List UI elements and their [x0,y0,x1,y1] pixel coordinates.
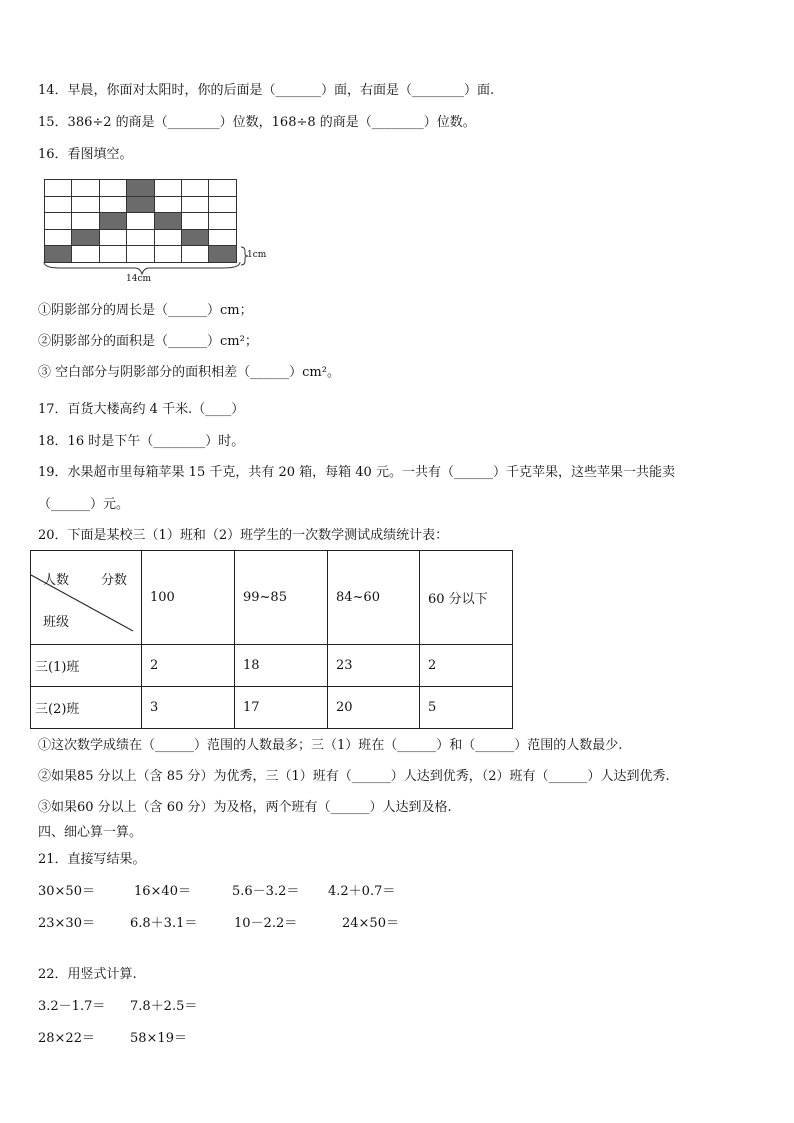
question-19-line2: （______）元。 [38,497,130,512]
blank-cell [45,196,72,213]
question-20-part3: ③如果60 分以上（含 60 分）为及格，两个班有（______）人达到及格. [38,800,452,815]
calc-item: 4.2＋0.7＝ [328,884,396,899]
blank-cell [72,213,99,230]
question-20-part2: ②如果85 分以上（含 85 分）为优秀，三（1）班有（______）人达到优秀，（2）班有（______）人达到优秀. [38,769,670,784]
calc-item: 10－2.2＝ [234,916,298,931]
row-label: 三(2)班 [31,687,142,729]
shaded-cell [127,180,154,197]
blank-cell [99,229,126,246]
table-cell: 23 [328,645,420,687]
calc-item: 5.6－3.2＝ [232,884,300,899]
blank-cell [99,180,126,197]
question-21-stem: 21．直接写结果。 [38,852,146,867]
question-18: 18．16 时是下午（________）时。 [38,434,245,449]
score-table [30,550,513,729]
question-21-row1 [38,883,395,901]
corner-label-score: 分数 [101,573,128,588]
table-cell: 18 [235,645,328,687]
shaded-cell [181,229,208,246]
table-corner-cell [31,551,142,645]
table-cell: 2 [420,645,513,687]
blank-cell [72,180,99,197]
blank-cell [45,213,72,230]
blank-cell [154,196,181,213]
question-22-stem: 22．用竖式计算. [38,967,137,982]
question-22-row2 [38,1030,187,1048]
calc-item: 16×40＝ [134,884,191,899]
header-cell: 99~85 [235,551,328,645]
blank-cell [209,229,236,246]
blank-cell [127,229,154,246]
width-label: 14cm [126,274,152,284]
blank-cell [209,213,236,230]
shaded-grid [44,179,237,263]
question-16-part3: ③ 空白部分与阴影部分的面积相差（______）cm²。 [38,365,340,380]
corner-label-count: 人数 [43,573,70,588]
calc-item: 30×50＝ [38,884,95,899]
calc-item: 6.8＋3.1＝ [130,916,198,931]
shaded-cell [154,213,181,230]
question-21-row2 [38,915,399,933]
question-20-part1: ①这次数学成绩在（______）范围的人数最多；三（1）班在（______）和（______）范围的人数最少. [38,738,623,753]
row-label: 三(1)班 [31,645,142,687]
blank-cell [45,229,72,246]
calc-item: 24×50＝ [342,916,399,931]
question-16-part2: ②阴影部分的面积是（______）cm²； [38,334,258,349]
table-cell: 2 [142,645,235,687]
blank-cell [154,180,181,197]
calc-item: 23×30＝ [38,916,95,931]
table-cell: 17 [235,687,328,729]
blank-cell [181,196,208,213]
blank-cell [99,196,126,213]
shaded-cell [99,213,126,230]
blank-cell [72,196,99,213]
table-cell: 20 [328,687,420,729]
blank-cell [209,180,236,197]
calc-item: 3.2－1.7＝ [38,999,106,1014]
question-22-row1 [38,998,197,1016]
blank-cell [181,213,208,230]
header-cell: 60 分以下 [420,551,513,645]
calc-item: 7.8＋2.5＝ [130,999,198,1014]
question-20-stem: 20．下面是某校三（1）班和（2）班学生的一次数学测试成绩统计表： [38,528,449,543]
header-cell: 84~60 [328,551,420,645]
grid-figure [44,179,237,263]
blank-cell [127,213,154,230]
calc-item: 58×19＝ [130,1031,187,1046]
question-14: 14．早晨，你面对太阳时，你的后面是（_______）面，右面是（________）面. [38,83,495,98]
height-label: 1cm [247,250,267,260]
blank-cell [45,180,72,197]
blank-cell [209,196,236,213]
blank-cell [181,180,208,197]
question-15: 15．386÷2 的商是（________）位数，168÷8 的商是（________）位数。 [38,115,476,130]
blank-cell [154,229,181,246]
table-cell: 3 [142,687,235,729]
question-16-part1: ①阴影部分的周长是（______）cm； [38,303,253,318]
header-cell: 100 [142,551,235,645]
corner-label-class: 班级 [43,615,70,630]
question-16-stem: 16．看图填空。 [38,147,133,162]
shaded-cell [127,196,154,213]
shaded-cell [72,229,99,246]
table-cell: 5 [420,687,513,729]
question-17: 17．百货大楼高约 4 千米.（____） [38,402,245,417]
question-19-line1: 19．水果超市里每箱苹果 15 千克，共有 20 箱，每箱 40 元。一共有（______）千克苹果，这些苹果一共能卖 [38,465,675,480]
section-heading: 四、细心算一算。 [38,825,143,840]
calc-item: 28×22＝ [38,1031,95,1046]
